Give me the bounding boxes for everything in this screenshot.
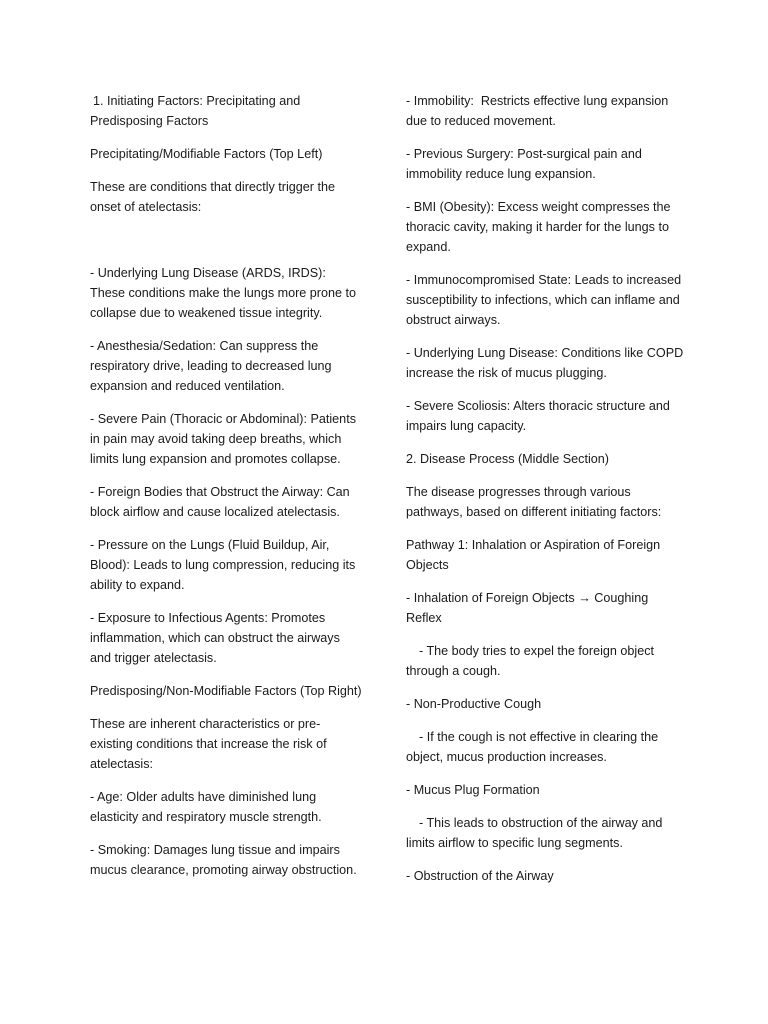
list-item-severe-pain: - Severe Pain (Thoracic or Abdominal): Patients in pain may avoid taking deep breaths, which limits lung expansion and promotes collapse. — [90, 412, 360, 466]
section-heading-disease-process: 2. Disease Process (Middle Section) — [406, 452, 609, 466]
list-item-smoking: - Smoking: Damages lung tissue and impairs mucus clearance, promoting airway obstruction. — [90, 843, 357, 877]
blank-line — [90, 230, 362, 263]
list-item-infectious-agents: - Exposure to Infectious Agents: Promotes inflammation, which can obstruct the airways and trigger atelectasis. — [90, 611, 344, 665]
list-item-previous-surgery: - Previous Surgery: Post-surgical pain and immobility reduce lung expansion. — [406, 147, 646, 181]
paragraph-precipitating-intro: These are conditions that directly trigger the onset of atelectasis: — [90, 180, 339, 214]
section-heading-initiating-factors: 1. Initiating Factors: Precipitating and Predisposing Factors — [90, 94, 304, 128]
subheading-pathway-1: Pathway 1: Inhalation or Aspiration of Foreign Objects — [406, 538, 664, 572]
list-item-inhalation-foreign-objects: - Inhalation of Foreign Objects → Coughing Reflex — [406, 591, 652, 625]
list-item-underlying-lung-disease: - Underlying Lung Disease (ARDS, IRDS): These conditions make the lungs more prone to collapse due to weakened tissue integrity. — [90, 266, 360, 320]
list-item-anesthesia: - Anesthesia/Sedation: Can suppress the respiratory drive, leading to decreased lung expansion and reduced ventilation. — [90, 339, 336, 393]
list-item-obstruction-of-airway: - Obstruction of the Airway — [406, 869, 554, 883]
list-item-immunocompromised: - Immunocompromised State: Leads to increased susceptibility to infections, which can inflame and obstruct airways. — [406, 273, 685, 327]
list-item-immobility: - Immobility: Restricts effective lung expansion due to reduced movement. — [406, 94, 672, 128]
left-column — [90, 91, 362, 893]
list-item-pressure-on-lungs: - Pressure on the Lungs (Fluid Buildup, Air, Blood): Leads to lung compression, reducing its ability to expand. — [90, 538, 359, 592]
paragraph-predisposing-intro: These are inherent characteristics or pre-existing conditions that increase the risk of atelectasis: — [90, 717, 331, 771]
sub-item-expel-foreign-object: - The body tries to expel the foreign object through a cough. — [406, 644, 658, 678]
list-item-mucus-plug: - Mucus Plug Formation — [406, 783, 540, 797]
list-item-age: - Age: Older adults have diminished lung elasticity and respiratory muscle strength. — [90, 790, 322, 824]
list-item-underlying-lung-disease-copd: - Underlying Lung Disease: Conditions like COPD increase the risk of mucus plugging. — [406, 346, 687, 380]
paragraph-disease-process-intro: The disease progresses through various pathways, based on different initiating factors: — [406, 485, 662, 519]
list-item-non-productive-cough: - Non-Productive Cough — [406, 697, 542, 711]
list-item-severe-scoliosis: - Severe Scoliosis: Alters thoracic structure and impairs lung capacity. — [406, 399, 674, 433]
list-item-foreign-bodies: - Foreign Bodies that Obstruct the Airway: Can block airflow and cause localized atelectasis. — [90, 485, 354, 519]
subheading-predisposing-factors: Predisposing/Non-Modifiable Factors (Top Right) — [90, 684, 362, 698]
sub-item-mucus-production: - If the cough is not effective in clearing the object, mucus production increases. — [406, 730, 662, 764]
list-item-bmi: - BMI (Obesity): Excess weight compresses the thoracic cavity, making it harder for the lungs to expand. — [406, 200, 675, 254]
sub-item-airway-obstruction: - This leads to obstruction of the airway and limits airflow to specific lung segments. — [406, 816, 666, 850]
subheading-precipitating-factors: Precipitating/Modifiable Factors (Top Left) — [90, 147, 323, 161]
right-column — [406, 91, 687, 899]
